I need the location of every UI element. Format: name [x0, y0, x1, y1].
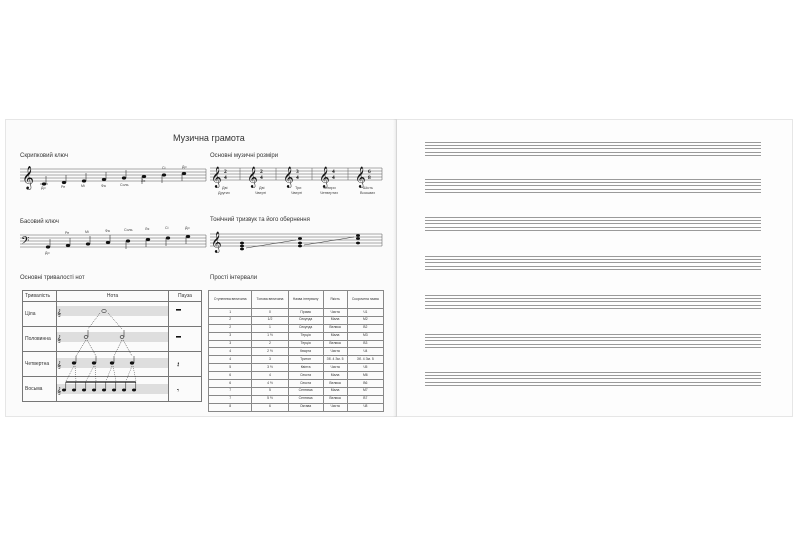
table-cell: 6	[209, 372, 252, 380]
table-cell: Квінта	[288, 364, 323, 372]
table-row	[209, 324, 384, 332]
durations-heading: Основні тривалості нот	[20, 275, 85, 281]
table-cell: 5 ½	[252, 395, 288, 403]
blank-staff	[425, 372, 761, 388]
svg-text:3: 3	[296, 169, 299, 175]
column-header: Тонова величина	[252, 291, 288, 309]
treble-clef-icon: 𝄞	[211, 167, 222, 188]
table-cell: Чиста	[323, 364, 347, 372]
blank-staff	[425, 179, 761, 195]
table-cell: Ч4	[347, 348, 383, 356]
table-cell: 3	[252, 356, 288, 364]
table-cell: Октава	[288, 403, 323, 411]
durations-tree	[56, 301, 202, 401]
table-cell: 4	[209, 356, 252, 364]
music-notebook-spread	[5, 119, 793, 417]
table-cell: М3	[347, 332, 383, 340]
svg-text:Других: Других	[218, 191, 230, 195]
svg-text:6: 6	[368, 169, 371, 175]
table-row	[209, 356, 384, 364]
note-label: Ре	[61, 185, 66, 189]
svg-text:4: 4	[224, 175, 227, 181]
triad-heading: Тонічний тризвук та його обернення	[210, 217, 310, 223]
table-row	[209, 387, 384, 395]
table-cell: Велика	[323, 380, 347, 388]
svg-text:4: 4	[296, 175, 299, 181]
svg-text:Восьмих: Восьмих	[360, 191, 376, 195]
table-cell: Прима	[288, 309, 323, 317]
treble-clef-icon: 𝄞	[283, 167, 294, 188]
table-row	[209, 372, 384, 380]
table-cell: Ч1	[347, 309, 383, 317]
table-cell: 1/2	[252, 316, 288, 324]
svg-text:4: 4	[260, 175, 263, 181]
svg-text:𝄞: 𝄞	[57, 309, 62, 317]
meters-heading: Основні музичні розміри	[210, 153, 279, 159]
table-cell: Терція	[288, 332, 323, 340]
note-label: Соль	[124, 228, 133, 232]
table-cell: 8	[209, 403, 252, 411]
table-cell: В7	[347, 395, 383, 403]
bass-staff	[20, 226, 206, 254]
svg-text:Чверті: Чверті	[255, 191, 267, 195]
table-row	[209, 348, 384, 356]
table-cell: 2 ½	[252, 348, 288, 356]
table-cell: 2	[252, 340, 288, 348]
treble-clef-icon: 𝄞	[247, 167, 258, 188]
table-cell: Чиста	[323, 403, 347, 411]
svg-text:𝄞: 𝄞	[57, 387, 62, 395]
table-cell: 1	[209, 309, 252, 317]
table-cell: Септима	[288, 395, 323, 403]
table-cell: 1 ½	[252, 332, 288, 340]
table-cell: 7	[209, 387, 252, 395]
table-cell: Септима	[288, 387, 323, 395]
note-label: Соль	[120, 183, 129, 187]
duration-name: Половинна	[23, 327, 57, 352]
duration-name: Восьма	[23, 377, 57, 402]
note-label: Фа	[101, 184, 106, 188]
table-cell: Зб. 4 Зм. 5	[347, 356, 383, 364]
table-cell: М7	[347, 387, 383, 395]
table-cell: 4	[252, 372, 288, 380]
table-cell: 2	[209, 316, 252, 324]
blank-staff	[425, 142, 761, 158]
note-label: Мі	[85, 230, 89, 234]
bass-clef-heading: Басовий ключ	[20, 219, 59, 225]
note-label: Фа	[105, 229, 110, 233]
svg-text:2: 2	[224, 169, 227, 175]
svg-text:2: 2	[260, 169, 263, 175]
treble-notes	[40, 170, 186, 185]
table-row	[209, 364, 384, 372]
note-label: Ля	[145, 227, 150, 231]
svg-text:Дві: Дві	[222, 186, 228, 190]
table-row	[209, 316, 384, 324]
column-header: Якість	[323, 291, 347, 309]
table-cell: 3	[209, 332, 252, 340]
right-page-blank-staves	[397, 119, 793, 417]
page-title: Музична грамота	[173, 133, 245, 143]
treble-clef-icon: 𝄞	[22, 165, 34, 189]
table-cell: Мала	[323, 332, 347, 340]
duration-name: Ціла	[23, 302, 57, 327]
table-cell: Секунда	[288, 316, 323, 324]
column-header: Скорочена назва	[347, 291, 383, 309]
treble-clef-heading: Скрипковий ключ	[20, 153, 69, 159]
table-cell: 4 ½	[252, 380, 288, 388]
table-cell: Зб. 4 Зм. 5	[323, 356, 347, 364]
svg-text:𝄞: 𝄞	[57, 335, 62, 343]
table-cell: В3	[347, 340, 383, 348]
table-row	[209, 309, 384, 317]
left-page-music-theory	[5, 119, 397, 417]
half-rest-icon	[176, 336, 181, 338]
svg-text:Чотири: Чотири	[323, 186, 336, 190]
blank-staff	[425, 217, 761, 233]
note-label: Сі	[162, 166, 166, 170]
table-cell: Секунда	[288, 324, 323, 332]
table-cell: Мала	[323, 316, 347, 324]
table-cell: Чиста	[323, 309, 347, 317]
table-cell: Ч5	[347, 364, 383, 372]
column-header: Ступенева величина	[209, 291, 252, 309]
bass-clef-icon: 𝄢	[21, 235, 30, 250]
svg-text:Шість: Шість	[363, 186, 373, 190]
svg-text:4: 4	[332, 169, 335, 175]
table-cell: Велика	[323, 395, 347, 403]
svg-text:Дві: Дві	[259, 186, 265, 190]
treble-clef-icon: 𝄞	[211, 232, 222, 253]
svg-text:Три: Три	[295, 186, 302, 190]
table-row	[209, 395, 384, 403]
svg-text:𝄞: 𝄞	[57, 361, 62, 369]
treble-staff	[20, 164, 206, 190]
table-cell: В2	[347, 324, 383, 332]
table-cell: Ч8	[347, 403, 383, 411]
intervals-heading: Прості інтервали	[210, 275, 258, 281]
note-label: Мі	[81, 184, 85, 188]
table-cell: 2	[209, 324, 252, 332]
table-cell: В6	[347, 380, 383, 388]
table-cell: Терція	[288, 340, 323, 348]
blank-staff	[425, 334, 761, 350]
table-cell: 4	[209, 348, 252, 356]
table-cell: Тритон	[288, 356, 323, 364]
svg-text:8: 8	[368, 175, 371, 181]
table-cell: Велика	[323, 324, 347, 332]
note-label: Ре	[65, 231, 70, 235]
table-cell: М6	[347, 372, 383, 380]
table-cell: Секста	[288, 380, 323, 388]
quarter-rest-icon: 𝄽	[177, 360, 180, 369]
svg-text:Чверті: Чверті	[291, 191, 303, 195]
table-cell: Велика	[323, 340, 347, 348]
note-label: Сі	[165, 226, 169, 230]
table-cell: 5	[252, 387, 288, 395]
table-cell: 7	[209, 395, 252, 403]
note-label: До	[45, 251, 50, 255]
blank-staff	[425, 295, 761, 311]
column-header: Пауза	[169, 291, 202, 302]
treble-clef-icon: 𝄞	[319, 167, 330, 188]
table-cell: 6	[252, 403, 288, 411]
note-label: До	[41, 186, 46, 190]
whole-rest-icon	[176, 309, 181, 311]
table-cell: Секста	[288, 372, 323, 380]
intervals-table	[208, 290, 384, 412]
table-cell: 5	[209, 364, 252, 372]
svg-text:4: 4	[332, 175, 335, 181]
svg-text:Четвертих: Четвертих	[320, 191, 339, 195]
table-cell: 3 ½	[252, 364, 288, 372]
column-header: Назва інтервалу	[288, 291, 323, 309]
note-label: До	[182, 165, 187, 169]
treble-clef-icon: 𝄞	[355, 167, 366, 188]
note-label: Ля	[141, 179, 146, 183]
table-row	[209, 332, 384, 340]
table-row	[209, 403, 384, 411]
blank-staff	[425, 256, 761, 272]
table-cell: 3	[209, 340, 252, 348]
table-cell: М2	[347, 316, 383, 324]
column-header: Тривалість	[23, 291, 57, 302]
duration-name: Четвертна	[23, 352, 57, 377]
table-cell: Мала	[323, 387, 347, 395]
triad-staff	[210, 226, 382, 254]
meters-staff	[210, 162, 382, 204]
eighth-rest-icon: 𝄾	[177, 386, 180, 395]
table-cell: Мала	[323, 372, 347, 380]
column-header: Нота	[57, 291, 169, 302]
table-cell: 0	[252, 309, 288, 317]
triad-chords	[240, 234, 360, 250]
note-label: До	[185, 226, 190, 230]
table-cell: 6	[209, 380, 252, 388]
table-row	[209, 380, 384, 388]
table-cell: Кварта	[288, 348, 323, 356]
table-cell: Чиста	[323, 348, 347, 356]
table-cell: 1	[252, 324, 288, 332]
table-row	[209, 340, 384, 348]
